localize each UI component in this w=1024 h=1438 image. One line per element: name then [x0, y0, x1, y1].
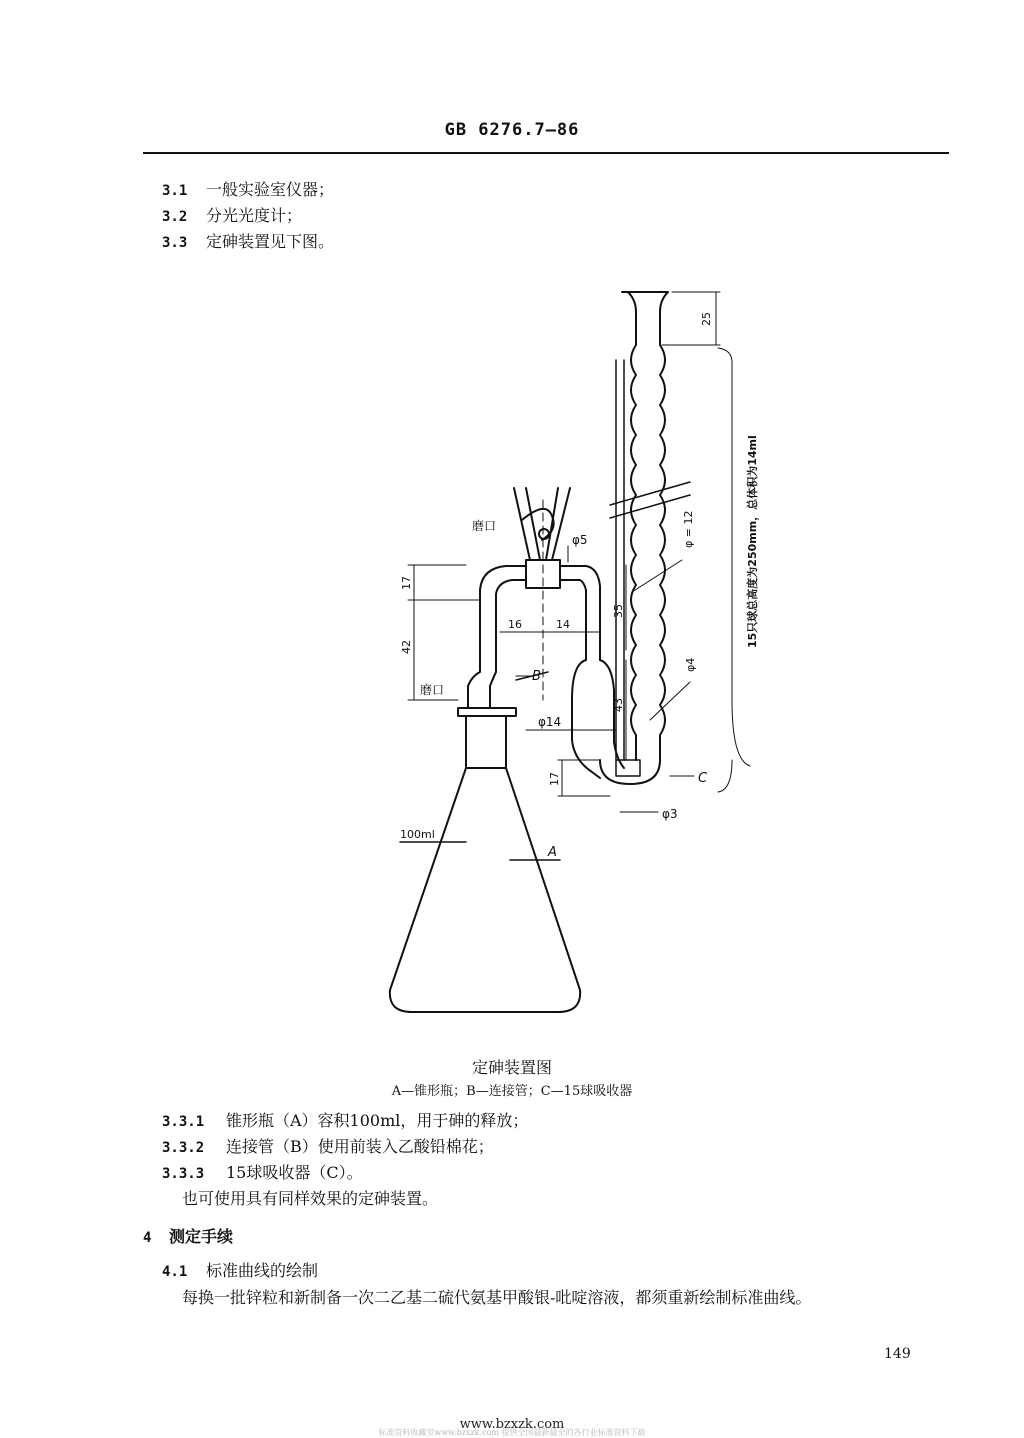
dimension-lines [408, 292, 750, 812]
label-c: C [698, 771, 708, 786]
label-phi5: φ5 [572, 533, 588, 547]
connecting-tube-b [468, 566, 624, 778]
item-text: 定砷装置见下图。 [206, 232, 335, 251]
item-text: 15球吸收器（C）。 [226, 1163, 363, 1182]
dim-25: 25 [700, 312, 713, 326]
list-item [162, 1136, 494, 1159]
item-text: 一般实验室仪器； [206, 180, 335, 199]
subsection-heading [162, 1260, 318, 1283]
list-item [162, 1110, 528, 1133]
dim-16: 16 [508, 618, 522, 631]
flask-a [390, 708, 580, 1012]
stopcock-clamp [514, 488, 570, 700]
footer-website: www.bzxzk.com [459, 1417, 565, 1432]
dim-42: 42 [400, 640, 413, 654]
subsection-title: 标准曲线的绘制 [206, 1261, 319, 1280]
subsection-number: 4.1 [162, 1264, 188, 1280]
absorber-side-note: 15只球总高度为250mm，总体积为14ml [746, 435, 759, 648]
figure-title: 定砷装置图 [471, 1058, 552, 1077]
label-a: A [548, 845, 557, 860]
standard-code: GB 6276.7—86 [444, 120, 580, 140]
item-text: 连接管（B）使用前装入乙酸铅棉花； [226, 1137, 494, 1156]
label-phi4: φ4 [684, 657, 697, 672]
label-phi14: φ14 [538, 715, 562, 729]
item-number: 3.3 [162, 235, 188, 251]
item-number: 3.3.2 [162, 1140, 205, 1156]
dim-35: 35 [612, 604, 625, 618]
note-text: 也可使用具有同样效果的定砷装置。 [182, 1189, 439, 1208]
section-heading [143, 1226, 233, 1249]
figure-caption: A—锥形瓶；B—连接管；C—15球吸收器 [391, 1084, 633, 1099]
label-b: B [532, 669, 541, 684]
item-number: 3.2 [162, 209, 188, 225]
item-text: 锥形瓶（A）容积100ml，用于砷的释放； [226, 1111, 529, 1130]
item-number: 3.3.3 [162, 1166, 205, 1182]
label-ground-joint-mid: 磨口 [420, 683, 445, 697]
dim-17-top: 17 [400, 576, 413, 590]
dim-17-bottom: 17 [548, 772, 561, 786]
section-title: 测定手续 [169, 1227, 234, 1246]
label-phi3: φ3 [662, 807, 678, 821]
dim-14: 14 [556, 618, 570, 631]
label-phi12: φ = 12 [682, 510, 695, 548]
body-paragraph: 每换一批锌粒和新制备一次二乙基二硫代氨基甲酸银-吡啶溶液，都须重新绘制标准曲线。 [182, 1288, 812, 1307]
label-ground-joint-top: 磨口 [472, 519, 497, 533]
section-number: 4 [143, 1230, 152, 1246]
footer-watermark-text: 标准资料收藏室www.bzxzk.com 提供全国最新最全的各行业标准资料下载 [378, 1428, 646, 1437]
list-item [162, 1162, 363, 1185]
dim-43: 43 [612, 698, 625, 712]
item-text: 分光光度计； [206, 206, 303, 225]
label-flask-volume: 100ml [400, 828, 435, 841]
item-number: 3.1 [162, 183, 188, 199]
item-number: 3.3.1 [162, 1114, 205, 1130]
page-number: 149 [884, 1346, 911, 1362]
